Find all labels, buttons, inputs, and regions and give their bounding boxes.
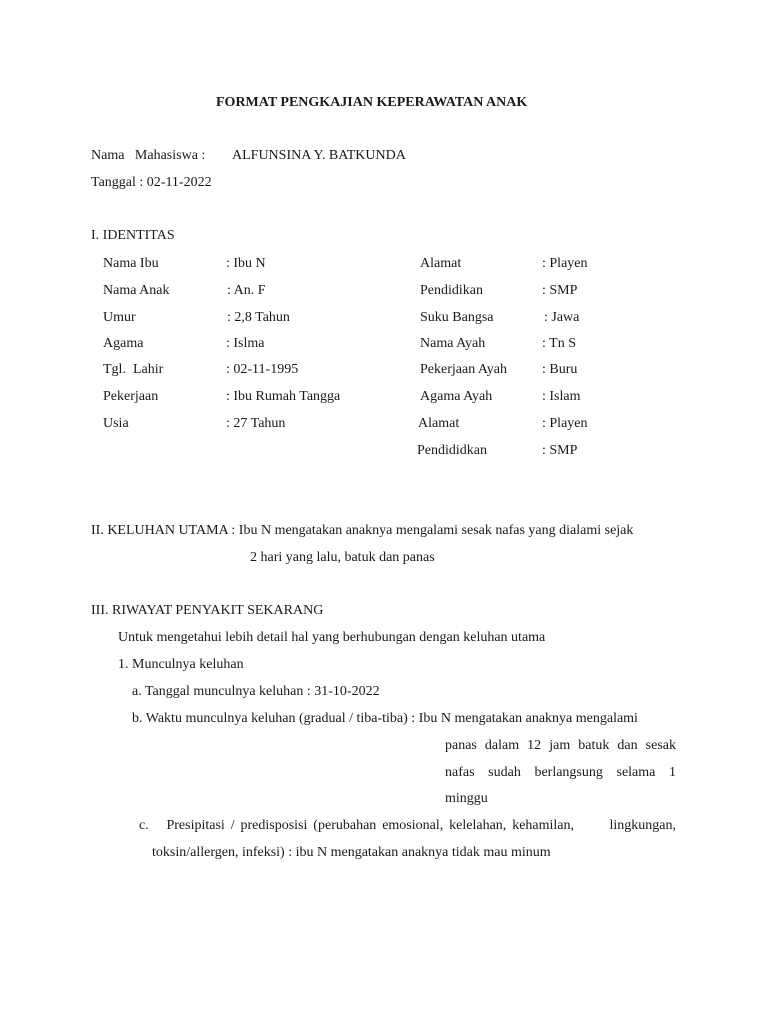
identity-value: : Playen bbox=[542, 416, 588, 431]
identity-label: Agama Ayah bbox=[420, 389, 493, 404]
riwayat-item-c-continuation: toksin/allergen, infeksi) : ibu N mengatakan anaknya tidak mau minum bbox=[152, 845, 551, 860]
date-line: Tanggal : 02-11-2022 bbox=[91, 175, 212, 190]
riwayat-item-b-continuation: nafas sudah berlangsung selama 1 bbox=[445, 765, 676, 780]
identity-label: Nama Ibu bbox=[103, 256, 159, 271]
identity-value: : Tn S bbox=[542, 336, 576, 351]
riwayat-item-b-continuation: minggu bbox=[445, 791, 488, 806]
identity-value: : Playen bbox=[542, 256, 588, 271]
identity-label: Alamat bbox=[420, 256, 462, 271]
keluhan-utama-continuation: 2 hari yang lalu, batuk dan panas bbox=[250, 550, 435, 565]
identity-value: : Jawa bbox=[544, 310, 580, 325]
riwayat-item-1: 1. Munculnya keluhan bbox=[118, 657, 244, 672]
identity-value: : Ibu N bbox=[226, 256, 266, 271]
identity-label: Suku Bangsa bbox=[420, 310, 494, 325]
student-name-label: Nama Mahasiswa : bbox=[91, 148, 206, 163]
identity-label: Tgl. Lahir bbox=[103, 362, 164, 377]
section-keluhan-utama: II. KELUHAN UTAMA : Ibu N mengatakan anaknya mengalami sesak nafas yang dialami sejak bbox=[91, 523, 634, 538]
section-riwayat-heading: III. RIWAYAT PENYAKIT SEKARANG bbox=[91, 603, 324, 618]
identity-label: Pekerjaan Ayah bbox=[420, 362, 507, 377]
identity-label: Agama bbox=[103, 336, 144, 351]
riwayat-item-b-continuation: panas dalam 12 jam batuk dan sesak bbox=[445, 738, 676, 753]
identity-value: : 2,8 Tahun bbox=[227, 310, 290, 325]
identity-label: Umur bbox=[103, 310, 136, 325]
identity-label: Pekerjaan bbox=[103, 389, 159, 404]
identity-value: : 02-11-1995 bbox=[226, 362, 299, 377]
riwayat-intro: Untuk mengetahui lebih detail hal yang berhubungan dengan keluhan utama bbox=[118, 630, 546, 645]
identity-value: : Islam bbox=[542, 389, 581, 404]
identity-value: : An. F bbox=[227, 283, 266, 298]
identity-value: : Islma bbox=[226, 336, 265, 351]
riwayat-item-a: a. Tanggal munculnya keluhan : 31-10-2022 bbox=[132, 684, 380, 699]
student-name-value: ALFUNSINA Y. BATKUNDA bbox=[232, 148, 406, 163]
section-identitas-heading: I. IDENTITAS bbox=[91, 228, 175, 243]
identity-value: : 27 Tahun bbox=[226, 416, 286, 431]
riwayat-item-c: c. Presipitasi / predisposisi (perubahan emosional, kelelahan, kehamilan, lingkungan, bbox=[139, 818, 676, 833]
identity-label: Nama Anak bbox=[103, 283, 170, 298]
riwayat-item-b: b. Waktu munculnya keluhan (gradual / tiba-tiba) : Ibu N mengatakan anaknya mengalami bbox=[132, 711, 638, 726]
document-title: FORMAT PENGKAJIAN KEPERAWATAN ANAK bbox=[216, 95, 528, 110]
identity-label: Pendididkan bbox=[417, 443, 487, 458]
identity-value: : Buru bbox=[542, 362, 578, 377]
identity-label: Usia bbox=[103, 416, 129, 431]
identity-label: Alamat bbox=[418, 416, 460, 431]
identity-value: : SMP bbox=[542, 443, 578, 458]
identity-label: Nama Ayah bbox=[420, 336, 486, 351]
identity-value: : SMP bbox=[542, 283, 578, 298]
identity-label: Pendidikan bbox=[420, 283, 483, 298]
identity-value: : Ibu Rumah Tangga bbox=[226, 389, 341, 404]
